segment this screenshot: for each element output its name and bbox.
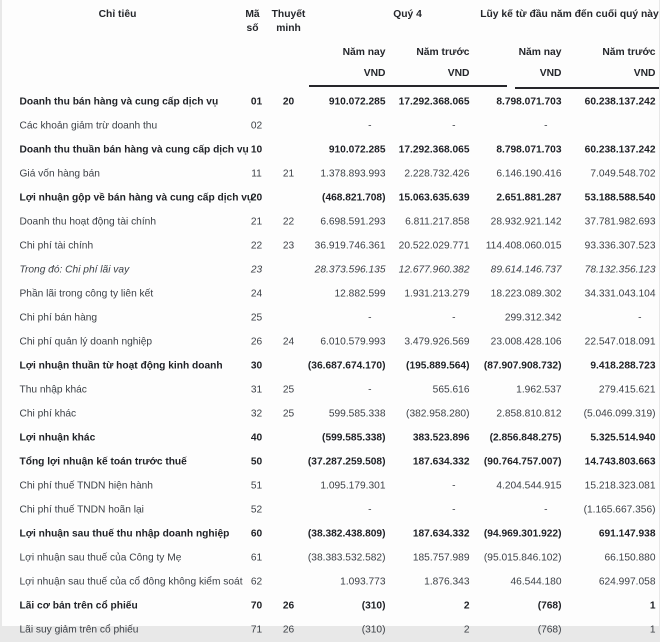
cell-quarter-prior: 565.616 [433, 385, 470, 396]
cell-ytd-prior: 14.743.803.663 [585, 457, 656, 468]
table-row [2, 522, 659, 546]
table-row [2, 282, 659, 306]
cell-quarter-prior: - [452, 505, 469, 516]
cell-quarter-prior: 187.634.332 [413, 529, 470, 540]
row-note: 25 [271, 409, 307, 420]
row-note: 20 [271, 97, 307, 108]
currency-label-ytd-current: VND [540, 68, 562, 79]
cell-quarter-prior: 17.292.368.065 [399, 145, 470, 156]
currency-label-ytd-prior: VND [634, 68, 656, 79]
cell-ytd-prior: 5.325.514.940 [590, 433, 655, 444]
table-row [2, 402, 659, 426]
col-header-items: Chỉ tiêu [2, 9, 234, 20]
table-row [2, 618, 659, 642]
table-row [2, 594, 659, 618]
row-note: 26 [271, 601, 307, 612]
row-code: 61 [239, 553, 275, 564]
row-note: 23 [271, 241, 307, 252]
cell-quarter-prior: 2.228.732.426 [404, 169, 469, 180]
row-note: 24 [271, 337, 307, 348]
row-code: 26 [239, 337, 275, 348]
cell-ytd-prior: 93.336.307.523 [585, 241, 656, 252]
currency-label-quarter-prior: VND [448, 68, 470, 79]
cell-quarter-prior: 383.523.896 [413, 433, 470, 444]
cell-ytd-prior: (5.046.099.319) [584, 409, 656, 420]
row-code: 50 [239, 457, 275, 468]
cell-ytd-current: (768) [538, 601, 562, 612]
row-code: 71 [239, 625, 275, 636]
row-label: Tổng lợi nhuận kế toán trước thuế [20, 457, 187, 468]
row-note: 22 [271, 217, 307, 228]
row-label: Lợi nhuận gộp về bán hàng và cung cấp dịch vụ [20, 193, 254, 204]
cell-quarter-current: (468.821.708) [322, 193, 385, 204]
cell-quarter-prior: 1.931.213.279 [404, 289, 469, 300]
row-code: 51 [239, 481, 275, 492]
table-row [2, 546, 659, 570]
col-group-quarter: Quý 4 [309, 9, 507, 20]
cell-ytd-prior: 60.238.137.242 [585, 145, 656, 156]
cell-quarter-current: 36.919.746.361 [315, 241, 386, 252]
row-label: Lãi suy giảm trên cổ phiếu [20, 625, 139, 636]
header-rule-ytd-group [515, 87, 659, 89]
table-row [2, 138, 659, 162]
table-row [2, 354, 659, 378]
cell-ytd-prior: 78.132.356.123 [585, 265, 656, 276]
cell-quarter-prior: 12.677.960.382 [399, 265, 470, 276]
row-code: 01 [239, 97, 275, 108]
cell-quarter-current: 6.698.591.293 [320, 217, 385, 228]
cell-ytd-prior: 34.331.043.104 [585, 289, 656, 300]
cell-ytd-current: 28.932.921.142 [491, 217, 562, 228]
row-code: 24 [239, 289, 275, 300]
cell-ytd-prior: - [638, 313, 655, 324]
row-label: Thu nhập khác [20, 385, 87, 396]
row-code: 25 [239, 313, 275, 324]
cell-ytd-current: (90.764.757.007) [484, 457, 562, 468]
row-note: 21 [271, 169, 307, 180]
cell-quarter-prior: 17.292.368.065 [399, 97, 470, 108]
cell-ytd-current: 8.798.071.703 [496, 145, 561, 156]
cell-quarter-prior: (382.958.280) [406, 409, 469, 420]
cell-quarter-current: - [368, 385, 385, 396]
row-label: Chi phí quản lý doanh nghiệp [20, 337, 153, 348]
table-row [2, 210, 659, 234]
table-row [2, 258, 659, 282]
row-label: Chi phí khác [20, 409, 77, 420]
cell-quarter-prior: - [452, 121, 469, 132]
table-row [2, 162, 659, 186]
cell-ytd-current: 1.962.537 [516, 385, 561, 396]
cell-quarter-prior: 3.479.926.569 [404, 337, 469, 348]
cell-quarter-prior: - [452, 481, 469, 492]
cell-quarter-prior: 187.634.332 [413, 457, 470, 468]
col-header-code-line2: số [235, 23, 271, 34]
row-code: 60 [239, 529, 275, 540]
table-row [2, 186, 659, 210]
table-row [2, 450, 659, 474]
row-code: 70 [239, 601, 275, 612]
cell-ytd-current: - [544, 121, 561, 132]
row-label: Lợi nhuận sau thuế của Công ty Mẹ [20, 553, 182, 564]
cell-quarter-current: - [368, 313, 385, 324]
col-header-note-line1: Thuyết [264, 9, 314, 20]
cell-ytd-current: (94.969.301.922) [484, 529, 562, 540]
row-code: 22 [239, 241, 275, 252]
row-label: Phần lãi trong công ty liên kết [20, 289, 154, 300]
cell-quarter-prior: 1.876.343 [424, 577, 469, 588]
cell-quarter-prior: 2 [464, 601, 470, 612]
cell-quarter-prior: 15.063.635.639 [399, 193, 470, 204]
row-code: 02 [239, 121, 275, 132]
cell-ytd-prior: 7.049.548.702 [590, 169, 655, 180]
cell-quarter-current: 910.072.285 [329, 145, 386, 156]
row-note: 26 [271, 625, 307, 636]
income-statement-page [2, 0, 659, 626]
cell-quarter-current: (310) [362, 625, 386, 636]
row-label: Lợi nhuận sau thuế thu nhập doanh nghiệp [20, 529, 230, 540]
row-code: 23 [239, 265, 275, 276]
table-row [2, 234, 659, 258]
row-label: Chi phí tài chính [20, 241, 94, 252]
cell-quarter-current: 6.010.579.993 [320, 337, 385, 348]
cell-quarter-prior: 6.811.217.858 [405, 217, 469, 228]
table-row [2, 474, 659, 498]
cell-ytd-current: 4.204.544.915 [496, 481, 561, 492]
cell-ytd-current: (95.015.846.102) [484, 553, 562, 564]
cell-ytd-current: (87.907.908.732) [484, 361, 562, 372]
cell-ytd-prior: 15.218.323.081 [585, 481, 656, 492]
row-label: Giá vốn hàng bán [20, 169, 100, 180]
row-label: Chi phí bán hàng [20, 313, 98, 324]
table-row [2, 114, 659, 138]
cell-ytd-current: 6.146.190.416 [496, 169, 561, 180]
cell-ytd-prior: 624.997.058 [599, 577, 656, 588]
row-note: 25 [271, 385, 307, 396]
row-label: Lãi cơ bản trên cổ phiếu [20, 601, 138, 612]
cell-ytd-current: 299.312.342 [505, 313, 562, 324]
cell-ytd-current: (2.856.848.275) [490, 433, 562, 444]
subheader-quarter-current: Năm nay [343, 47, 386, 58]
col-group-ytd: Lũy kế từ đầu năm đến cuối quý này [479, 9, 660, 20]
cell-quarter-current: 28.373.596.135 [315, 265, 386, 276]
table-body [2, 90, 659, 642]
cell-quarter-current: (38.382.438.809) [308, 529, 386, 540]
row-label: Chi phí thuế TNDN hiện hành [20, 481, 153, 492]
row-code: 10 [239, 145, 275, 156]
row-label: Doanh thu hoạt động tài chính [20, 217, 157, 228]
cell-ytd-prior: 53.188.588.540 [585, 193, 656, 204]
cell-ytd-current: - [544, 505, 561, 516]
cell-ytd-prior: 279.415.621 [599, 385, 656, 396]
col-header-code-line1: Mã [235, 9, 271, 20]
cell-quarter-prior: 20.522.029.771 [399, 241, 470, 252]
cell-quarter-current: (310) [362, 601, 386, 612]
row-code: 40 [239, 433, 275, 444]
currency-label-quarter-current: VND [364, 68, 386, 79]
row-label: Doanh thu thuần bán hàng và cung cấp dịch vụ [20, 145, 249, 156]
table-row [2, 426, 659, 450]
row-label: Các khoản giảm trừ doanh thu [20, 121, 158, 132]
cell-quarter-current: 12.882.599 [335, 289, 386, 300]
cell-ytd-prior: 9.418.288.723 [590, 361, 655, 372]
cell-ytd-prior: 60.238.137.242 [585, 97, 656, 108]
row-code: 31 [239, 385, 275, 396]
cell-quarter-current: (37.287.259.508) [308, 457, 386, 468]
cell-ytd-current: 23.008.428.106 [491, 337, 562, 348]
cell-quarter-current: (38.383.532.582) [308, 553, 386, 564]
cell-ytd-prior: 691.147.938 [599, 529, 656, 540]
row-code: 62 [239, 577, 275, 588]
row-label: Chi phí thuế TNDN hoãn lại [20, 505, 144, 516]
cell-quarter-current: 1.093.773 [340, 577, 385, 588]
table-header [2, 0, 659, 90]
row-code: 21 [239, 217, 275, 228]
row-label: Trong đó: Chi phí lãi vay [20, 265, 130, 276]
cell-quarter-current: 1.095.179.301 [320, 481, 385, 492]
cell-ytd-current: 8.798.071.703 [496, 97, 561, 108]
row-label: Lợi nhuận thuần từ hoạt động kinh doanh [20, 361, 223, 372]
row-code: 11 [239, 169, 275, 180]
cell-quarter-current: - [368, 505, 385, 516]
cell-ytd-prior: 22.547.018.091 [585, 337, 656, 348]
cell-quarter-current: 599.585.338 [329, 409, 386, 420]
cell-ytd-current: 114.408.060.015 [486, 241, 562, 252]
row-code: 32 [239, 409, 275, 420]
cell-quarter-prior: 2 [464, 625, 470, 636]
cell-quarter-prior: (195.889.564) [406, 361, 469, 372]
subheader-ytd-prior: Năm trước [602, 47, 655, 58]
cell-ytd-prior: 66.150.880 [605, 553, 656, 564]
table-row [2, 570, 659, 594]
cell-ytd-current: 2.858.810.812 [496, 409, 561, 420]
row-label: Lợi nhuận khác [20, 433, 96, 444]
cell-quarter-current: - [368, 121, 385, 132]
row-label: Lợi nhuận sau thuế của cổ đông không kiểm soát [20, 577, 243, 588]
cell-ytd-prior: 1 [650, 601, 656, 612]
cell-ytd-prior: (1.165.667.356) [584, 505, 656, 516]
cell-quarter-current: 910.072.285 [329, 97, 386, 108]
table-row [2, 378, 659, 402]
row-code: 52 [239, 505, 275, 516]
cell-ytd-prior: 37.781.982.693 [585, 217, 656, 228]
cell-quarter-prior: - [452, 313, 469, 324]
row-code: 20 [239, 193, 275, 204]
table-row [2, 330, 659, 354]
header-rule-quarter-group [309, 85, 507, 87]
cell-quarter-current: (36.687.674.170) [308, 361, 386, 372]
table-row [2, 90, 659, 114]
row-label: Doanh thu bán hàng và cung cấp dịch vụ [20, 97, 219, 108]
cell-ytd-current: (768) [538, 625, 562, 636]
cell-quarter-prior: 185.757.989 [413, 553, 470, 564]
cell-ytd-current: 18.223.089.302 [491, 289, 562, 300]
subheader-quarter-prior: Năm trước [416, 47, 469, 58]
cell-ytd-current: 89.614.146.737 [491, 265, 562, 276]
subheader-ytd-current: Năm nay [519, 47, 562, 58]
table-row [2, 498, 659, 522]
cell-ytd-current: 46.544.180 [511, 577, 562, 588]
cell-quarter-current: (599.585.338) [322, 433, 385, 444]
table-row [2, 306, 659, 330]
col-header-note-line2: minh [264, 23, 314, 34]
row-code: 30 [239, 361, 275, 372]
cell-ytd-current: 2.651.881.287 [496, 193, 561, 204]
cell-ytd-prior: 1 [650, 625, 656, 636]
cell-quarter-current: 1.378.893.993 [320, 169, 385, 180]
